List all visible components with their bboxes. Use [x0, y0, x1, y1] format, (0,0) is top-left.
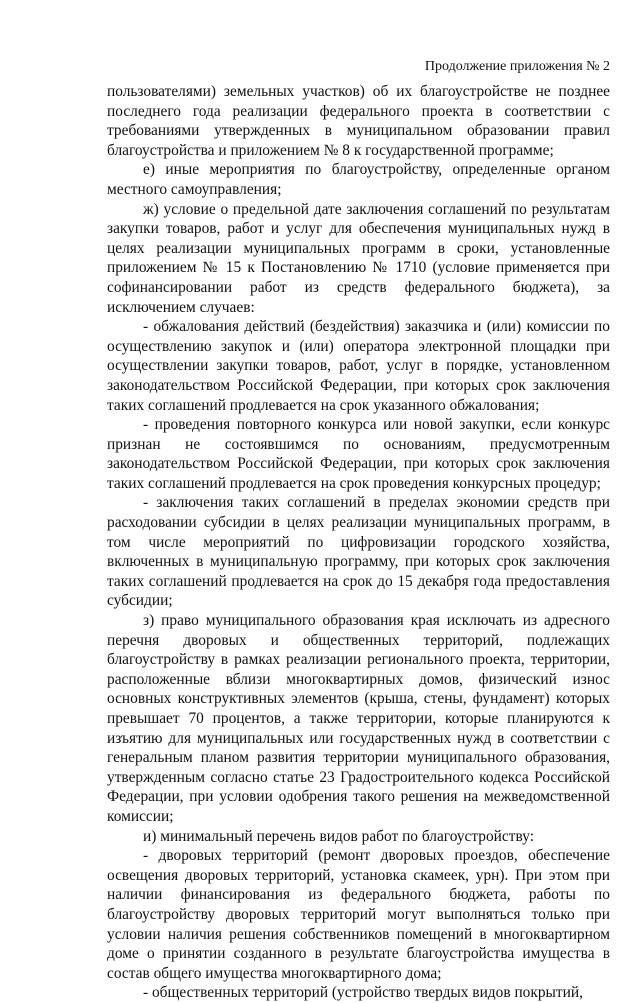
- running-header: Продолжение приложения № 2: [424, 59, 610, 74]
- paragraph-exception-repeat-tender: - проведения повторного конкурса или новой закупки, если конкурс признан не состоявшимся по основаниям, предусмотренным законодательством Российской Федерации, при которых срок заключения таких соглашений продлевается на срок проведения конкурсных процедур;: [107, 416, 610, 492]
- document-body: [107, 82, 610, 1003]
- paragraph-item-zh: ж) условие о предельной дате заключения соглашений по результатам закупки товаров, работ и услуг для обеспечения муниципальных нужд в целях реализации муниципальных программ в сроки, установленные приложением № 15 к Постановлению № 1710 (условие применяется при софинансировании работ из средств федерального бюджета), за исключением случаев:: [107, 200, 610, 316]
- paragraph-exception-savings: - заключения таких соглашений в пределах экономии средств при расходовании субсидии в целях реализации муниципальных программ, в том числе мероприятий по цифровизации городского хозяйства, включенных в муниципальную программу, при которых срок заключения таких соглашений продлевается на срок до 15 декабря года предоставления субсидии;: [107, 494, 610, 610]
- paragraph-continuation: пользователями) земельных участков) об их благоустройстве не позднее последнего года реализации федерального проекта в соответствии с требованиями утвержденных в муниципальном образовании правил благоустройства и приложением № 8 к государственной программе;: [107, 83, 610, 159]
- paragraph-exception-appeal: - обжалования действий (бездействия) заказчика и (или) комиссии по осуществлению закупок и (или) оператора электронной площадки при осуществлении закупки товаров, работ, услуг в порядке, установленном законодательством Российской Федерации, при которых срок заключения таких соглашений продлевается на срок указанного обжалования;: [107, 318, 610, 414]
- paragraph-public-territories: - общественных территорий (устройство твердых видов покрытий,: [143, 984, 583, 1002]
- paragraph-item-i: и) минимальный перечень видов работ по благоустройству:: [143, 827, 534, 845]
- paragraph-item-z: з) право муниципального образования края исключать из адресного перечня дворовых и общественных территорий, подлежащих благоустройству в рамках реализации регионального проекта, территории, расположенные вблизи многоквартирных домов, физический износ основных конструктивных элементов (крыша, стены, фундамент) которых превышает 70 процентов, а также территории, которые планируются к изъятию для муниципальных или государственных нужд в соответствии с генеральным планом развития территории муниципального образования, утвержденным согласно статье 23 Градостроительного кодекса Российской Федерации, при условии одобрения такого решения на межведомственной комиссии;: [107, 612, 610, 825]
- paragraph-item-e: е) иные мероприятия по благоустройству, определенные органом местного самоуправления;: [107, 161, 610, 198]
- paragraph-yard-territories: - дворовых территорий (ремонт дворовых проездов, обеспечение освещения дворовых территорий, установка скамеек, урн). При этом при наличии финансирования из федерального бюджета, работы по благоустройству дворовых территорий могут выполняться только при условии наличия решения собственников помещений в многоквартирном доме о принятии созданного в результате благоустройства имущества в состав общего имущества многоквартирного дома;: [107, 847, 610, 982]
